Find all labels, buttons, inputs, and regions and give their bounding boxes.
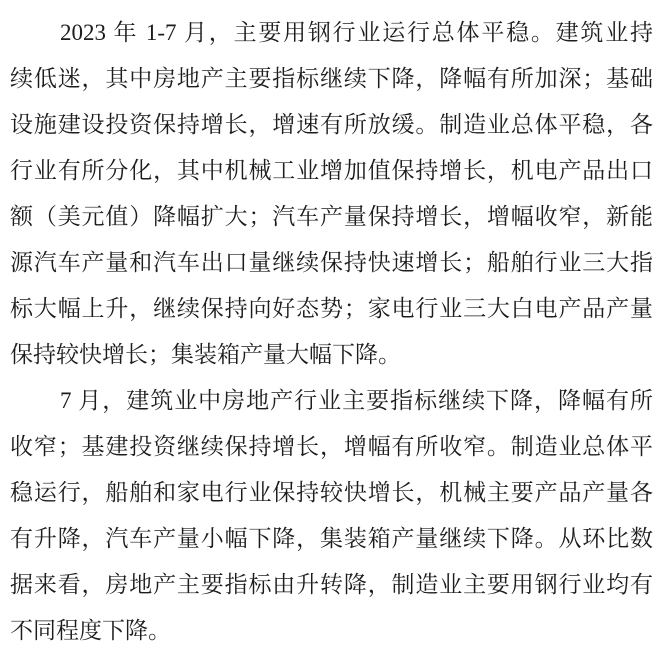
text-line: 保持较快增长；集装箱产量大幅下降。 — [10, 342, 401, 367]
text-line: 7 月，建筑业中房地产行业主要指标继续下降，降幅有所 — [60, 388, 653, 413]
text-line: 2023 年 1-7 月，主要用钢行业运行总体平稳。建筑业持 — [60, 20, 653, 45]
text-line: 收窄；基建投资继续保持增长，增幅有所收窄。制造业总体平 — [10, 434, 653, 459]
text-line: 源汽车产量和汽车出口量继续保持快速增长；船舶行业三大指 — [10, 250, 653, 275]
text-line: 设施建设投资保持增长，增速有所放缓。制造业总体平稳，各 — [10, 112, 653, 137]
text-line: 标大幅上升，继续保持向好态势；家电行业三大白电产品产量 — [10, 296, 653, 321]
paragraph-2 — [10, 378, 653, 654]
text-line: 有升降，汽车产量小幅下降，集装箱产量继续下降。从环比数 — [10, 526, 653, 551]
paragraph-1 — [10, 10, 653, 378]
text-line: 行业有所分化，其中机械工业增加值保持增长，机电产品出口 — [10, 158, 653, 183]
text-line: 稳运行，船舶和家电行业保持较快增长，机械主要产品产量各 — [10, 480, 653, 505]
text-line: 额（美元值）降幅扩大；汽车产量保持增长，增幅收窄，新能 — [10, 204, 653, 229]
text-line: 不同程度下降。 — [10, 618, 171, 643]
text-line: 续低迷，其中房地产主要指标继续下降，降幅有所加深；基础 — [10, 66, 653, 91]
text-line: 据来看，房地产主要指标由升转降，制造业主要用钢行业均有 — [10, 572, 653, 597]
